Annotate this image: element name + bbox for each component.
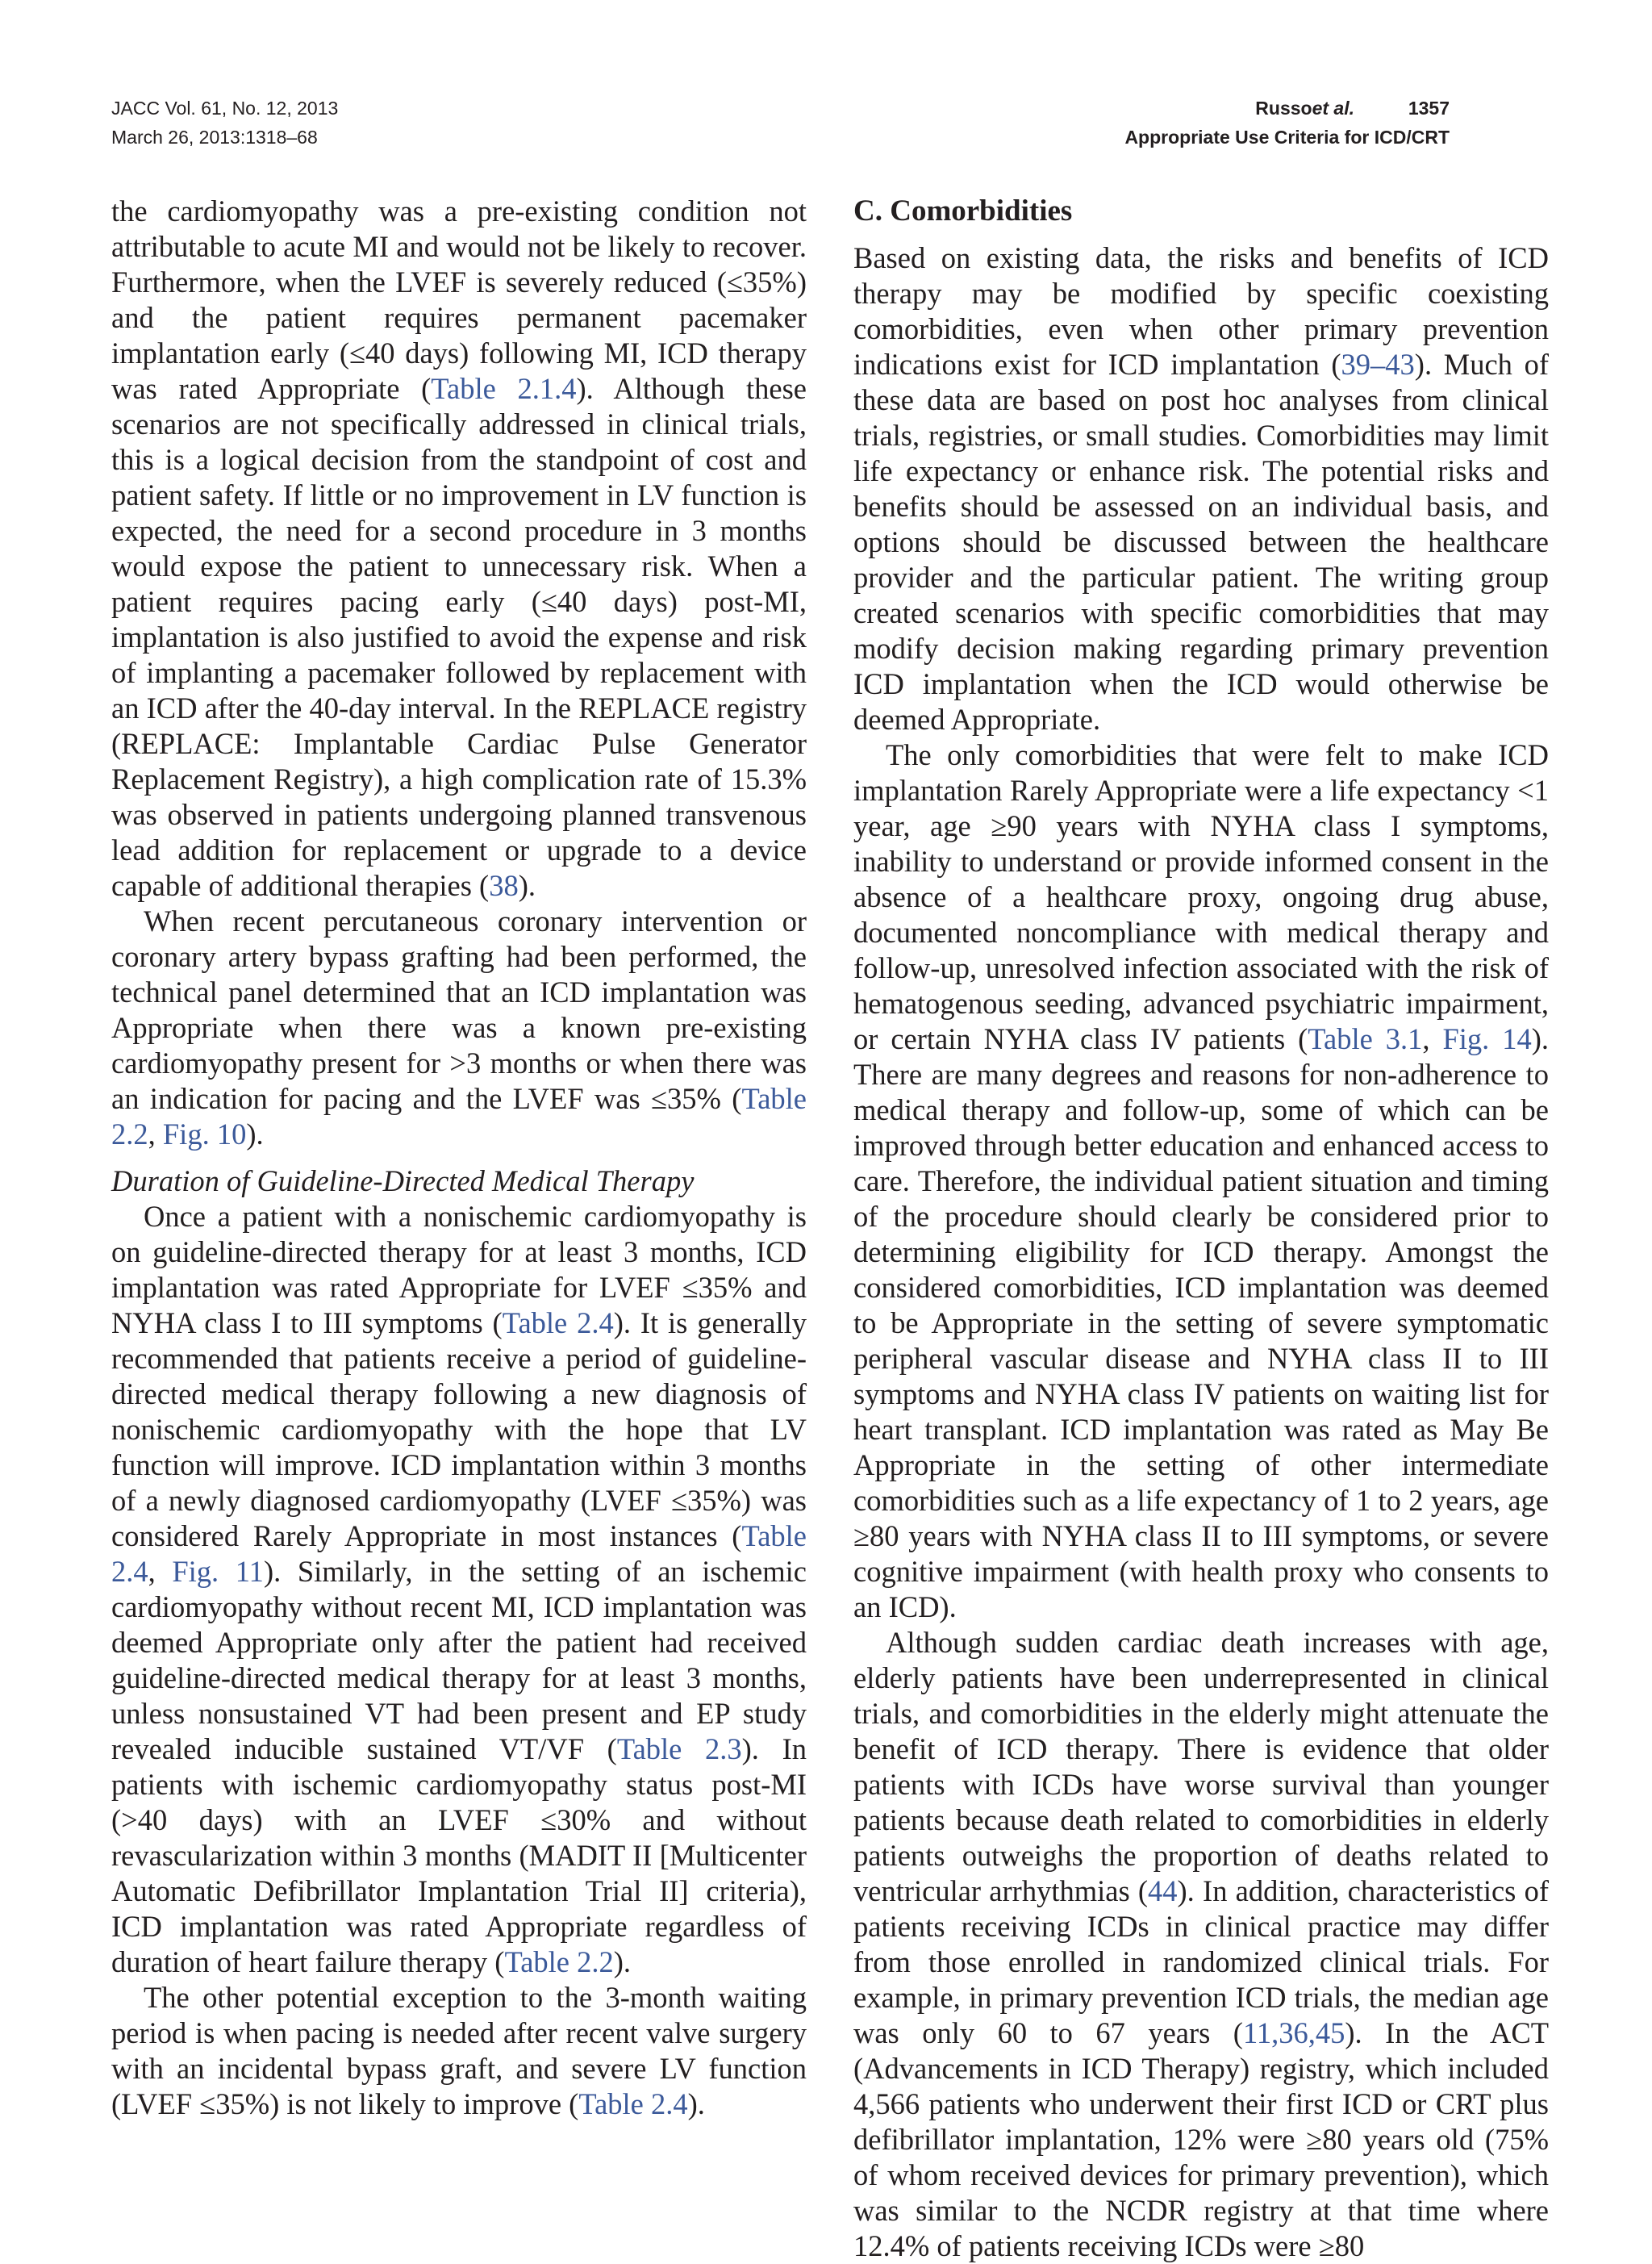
text-run: ). Although these scenarios are not specifically addressed in clinical trials, this is a logical decision from the standpoint of cost and patient safety. If little or no improvement in LV function is expected, the need for a second procedure in 3 months would expose the patient to unnecessary risk. When a patient requires pacing early (≤40 days) post-MI, implantation is also justified to avoid the expense and risk of implanting a pacemaker followed by replacement with an ICD after the 40-day interval. In the REPLACE registry (REPLACE: Implantable Cardiac Pulse Generator Replacement Registry), a high complication rate of 15.3% was observed in patients undergoing planned transvenous lead addition for replacement or upgrade to a device capable of additional therapies ( xyxy=(111,372,807,902)
paragraph xyxy=(111,194,807,904)
text-run: Based on existing data, the risks and benefits of ICD therapy may be modified by specific coexisting comorbidities, even when other primary prevention indications exist for ICD implantation ( xyxy=(853,241,1549,381)
journal-volume: JACC Vol. 61, No. 12, 2013 xyxy=(111,98,339,119)
citation-link[interactable]: 44 xyxy=(1148,1874,1178,1907)
text-run: ). xyxy=(613,1945,632,1978)
table-reference-link[interactable]: Table 2.4 xyxy=(578,2087,688,2120)
text-run: The other potential exception to the 3-month waiting period is when pacing is needed after recent valve surgery with an incidental bypass graft, and severe LV function (LVEF ≤35%) is not likely to improve ( xyxy=(111,1981,807,2120)
citation-link[interactable]: 39–43 xyxy=(1341,348,1415,381)
running-title: Appropriate Use Criteria for ICD/CRT xyxy=(1124,127,1450,148)
table-reference-link[interactable]: Table 3.1 xyxy=(1308,1022,1423,1055)
paragraph xyxy=(111,904,807,1152)
et-al: et al. xyxy=(1312,98,1354,119)
subsection-heading: Duration of Guideline-Directed Medical Therapy xyxy=(111,1164,695,1197)
paragraph xyxy=(853,737,1549,1625)
text-run: Although sudden cardiac death increases with age, elderly patients have been underrepresented in clinical trials, and comorbidities in the elderly might attenuate the benefit of ICD therapy. There is evidence that older patients with ICDs have worse survival than younger patients because death related to comorbidities in elderly patients outweighs the proportion of deaths related to ventricular arrhythmias ( xyxy=(853,1626,1549,1907)
text-run: the cardiomyopathy was a pre-existing condition not attributable to acute MI and would not be likely to recover. Furthermore, when the LVEF is severely reduced (≤35%) and the patient requires permanent pacemaker implantation early (≤40 days) following MI, ICD therapy was rated Appropriate ( xyxy=(111,194,807,405)
text-run: ). xyxy=(687,2087,705,2120)
text-run: ). It is generally recommended that patients receive a period of guideline-directed medical therapy following a new diagnosis of nonischemic cardiomyopathy with the hope that LV function will improve. ICD implantation within 3 months of a newly diagnosed cardiomyopathy (LVEF ≤35%) was considered Rarely Appropriate in most instances ( xyxy=(111,1306,807,1552)
text-run: ). In the ACT (Advancements in ICD Therapy) registry, which included 4,566 patients who underwent their first ICD or CRT plus defibrillator implantation, 12% were ≥80 years old (75% of whom received devices for primary prevention), which was similar to the NCDR registry at that time where 12.4% of patients receiving ICDs were ≥80 xyxy=(853,2016,1549,2262)
table-reference-link[interactable]: Table 2.2 xyxy=(111,1082,807,1151)
text-run: ). xyxy=(518,869,536,902)
right-column xyxy=(853,194,1549,2264)
text-run: , xyxy=(1422,1022,1443,1055)
text-run: ). In patients with ischemic cardiomyopathy status post-MI (>40 days) with an LVEF ≤30% and without revascularization within 3 months (MADIT II [Multicenter Automatic Defibrillator Implantation Trial II] criteria), ICD implantation was rated Appropriate regardless of duration of heart failure therapy ( xyxy=(111,1732,807,1978)
table-reference-link[interactable]: Table 2.4 xyxy=(111,1519,807,1588)
citation-link[interactable]: 38 xyxy=(489,869,519,902)
text-run: The only comorbidities that were felt to make ICD implantation Rarely Appropriate were a life expectancy <1 year, age ≥90 years with NYHA class I symptoms, inability to understand or provide informed consent in the absence of a healthcare proxy, ongoing drug abuse, documented noncompliance with medical therapy and follow-up, unresolved infection associated with the risk of hematogenous seeding, advanced psychiatric impairment, or certain NYHA class IV patients ( xyxy=(853,738,1549,1055)
text-run: Once a patient with a nonischemic cardiomyopathy is on guideline-directed therapy for at least 3 months, ICD implantation was rated Appropriate for LVEF ≤35% and NYHA class I to III symptoms ( xyxy=(111,1200,807,1339)
paragraph xyxy=(111,1199,807,1980)
paragraph xyxy=(111,1980,807,2122)
text-run: ). Much of these data are based on post hoc analyses from clinical trials, registries, or small studies. Comorbidities may limit life expectancy or enhance risk. The potential risks and benefits should be assessed on an individual basis, and options should be discussed between the healthcare provider and the particular patient. The writing group created scenarios with specific comorbidities that may modify decision making regarding primary prevention ICD implantation when the ICD would otherwise be deemed Appropriate. xyxy=(853,348,1549,736)
running-header-right xyxy=(952,94,1450,152)
section-heading: C. Comorbidities xyxy=(853,194,1073,228)
table-reference-link[interactable]: Table 2.4 xyxy=(502,1306,614,1339)
issue-date-pages: March 26, 2013:1318–68 xyxy=(111,127,318,148)
page-number: 1357 xyxy=(1408,98,1450,119)
paragraph xyxy=(853,1625,1549,2264)
figure-reference-link[interactable]: Fig. 11 xyxy=(172,1555,264,1588)
table-reference-link[interactable]: Table 2.3 xyxy=(616,1732,742,1765)
text-run: ). There are many degrees and reasons for non-adherence to medical therapy and follow-up, some of which can be improved through better education and enhanced access to care. Therefore, the individual patient situation and timing of the procedure should clearly be considered prior to determining eligibility for ICD therapy. Amongst the considered comorbidities, ICD implantation was deemed to be Appropriate in the setting of severe symptomatic peripheral vascular disease and NYHA class II to III symptoms and NYHA class IV patients on waiting list for heart transplant. ICD implantation was rated as May Be Appropriate in the setting of other intermediate comorbidities such as a life expectancy of 1 to 2 years, age ≥80 years with NYHA class II to III symptoms, or severe cognitive impairment (with health proxy who consents to an ICD). xyxy=(853,1022,1549,1623)
running-title-line xyxy=(952,123,1450,152)
running-header-left xyxy=(111,94,338,152)
author-line xyxy=(952,94,1450,123)
text-run: , xyxy=(148,1555,173,1588)
paragraph xyxy=(853,240,1549,737)
figure-reference-link[interactable]: Fig. 10 xyxy=(162,1117,247,1151)
table-reference-link[interactable]: Table 2.1.4 xyxy=(431,372,577,405)
text-run: ). In addition, characteristics of patients receiving ICDs in clinical practice may differ from those enrolled in randomized clinical trials. For example, in primary prevention ICD trials, the median age was only 60 to 67 years ( xyxy=(853,1874,1549,2049)
figure-reference-link[interactable]: Fig. 14 xyxy=(1442,1022,1532,1055)
text-run: ). Similarly, in the setting of an ischemic cardiomyopathy without recent MI, ICD implantation was deemed Appropriate only after the patient had received guideline-directed medical therapy for at least 3 months, unless nonsustained VT had been present and EP study revealed inducible sustained VT/VF ( xyxy=(111,1555,807,1765)
text-run: When recent percutaneous coronary intervention or coronary artery bypass grafting had been performed, the technical panel determined that an ICD implantation was Appropriate when there was a known pre-existing cardiomyopathy present for >3 months or when there was an indication for pacing and the LVEF was ≤35% ( xyxy=(111,904,807,1115)
text-run: ). xyxy=(246,1117,264,1151)
text-run: , xyxy=(148,1117,163,1151)
citation-link[interactable]: 11,36,45 xyxy=(1242,2016,1345,2049)
table-reference-link[interactable]: Table 2.2 xyxy=(504,1945,614,1978)
left-column xyxy=(111,194,807,2122)
author-name: Russo xyxy=(1255,98,1312,119)
